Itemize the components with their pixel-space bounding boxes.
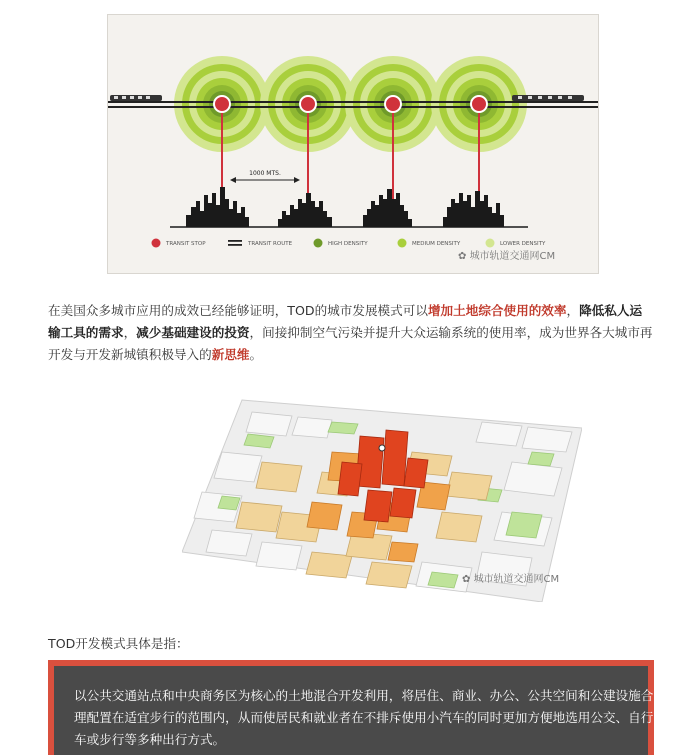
watermark-2: ✿ 城市轨道交通网CM (462, 574, 560, 585)
train-right (512, 95, 584, 101)
definition-box-inner (54, 666, 654, 755)
section-heading: TOD开发模式具体是指： (48, 636, 189, 651)
distance-label: 1000 MTS. (249, 170, 281, 177)
legend-label: HIGH DENSITY (328, 241, 368, 247)
highlight-4: 新思维 (211, 347, 250, 362)
definition-box (48, 660, 654, 755)
tod-density-diagram (107, 14, 599, 274)
station-marker (379, 445, 385, 451)
intro-paragraph: 在美国众多城市应用的成效已经能够证明，TOD的城市发展模式可以增加土地综合使用的效率，降低私人运输工具的需求，减少基础建设的投资，间接抑制空气污染并提升大众运输系统的使用率，成为世界各大城市再开发与开发新城镇积极导入的新思维。 (48, 303, 653, 362)
highlight-2: 降低私人运输工具的需求 (48, 303, 643, 340)
legend-transit-route (228, 240, 293, 247)
legend-label: LOWER DENSITY (500, 241, 546, 247)
skylines (186, 187, 504, 227)
legend-label: TRANSIT ROUTE (248, 241, 293, 247)
highlight-1: 增加土地综合使用的效率 (427, 303, 567, 318)
wechat-icon: ✿ (462, 574, 474, 585)
train-left (110, 95, 162, 101)
legend-transit-stop (152, 239, 207, 248)
distance-arrow (230, 170, 300, 183)
highlight-3: 减少基础建设的投资 (136, 325, 250, 340)
wechat-icon: ✿ (458, 251, 470, 262)
definition-text: 以公共交通站点和中央商务区为核心的土地混合开发利用，将居住、商业、办公、公共空间和公建设施合理配置在适宜步行的范围内，从而使居民和就业者在不排斥使用小汽车的同时更加方便地选用公交、自行车或步行等多种出行方式。 (74, 688, 654, 747)
diagram-svg (108, 15, 598, 273)
legend-medium-density (398, 239, 461, 248)
watermark-1: ✿ 城市轨道交通网CM (458, 251, 556, 262)
legend-high-density (314, 239, 369, 248)
legend-label: MEDIUM DENSITY (412, 241, 461, 247)
legend-label: TRANSIT STOP (166, 241, 206, 247)
